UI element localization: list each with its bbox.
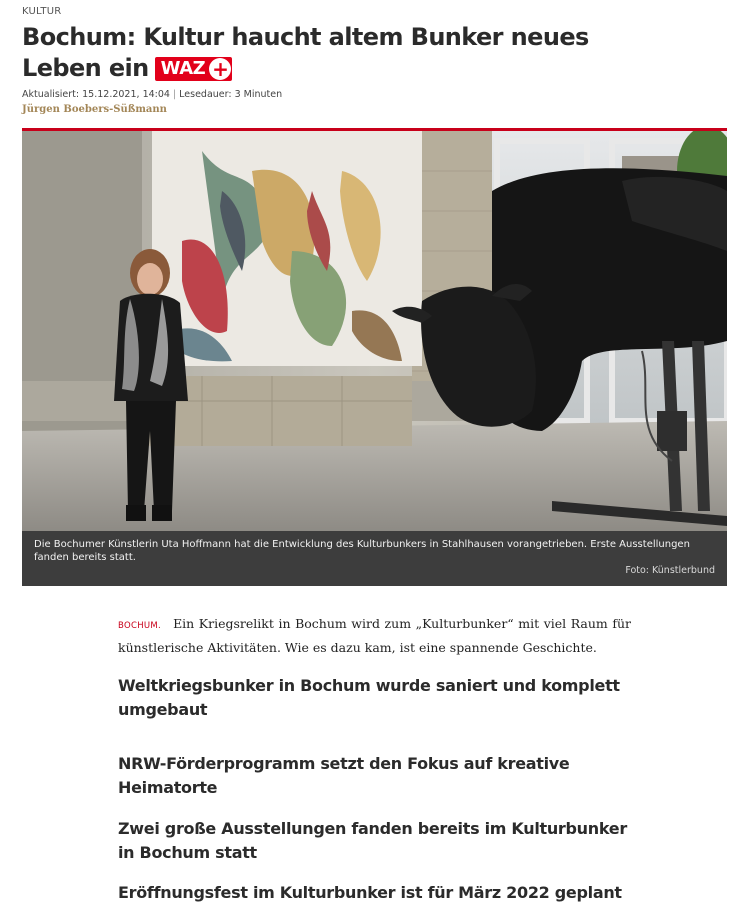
plus-icon: +: [209, 58, 231, 80]
title-line-1: Bochum: Kultur haucht altem Bunker neues: [22, 23, 589, 51]
author-name[interactable]: Jürgen Boebers-Süßmann: [22, 104, 167, 115]
updated-timestamp: Aktualisiert: 15.12.2021, 14:04: [22, 89, 170, 100]
hero-photo: [22, 131, 727, 531]
subhead-1: Weltkriegsbunker in Bochum wurde saniert und komplett umgebaut: [118, 676, 620, 719]
meta-separator: |: [172, 89, 177, 100]
rubric-label[interactable]: KULTUR: [22, 6, 62, 17]
waz-plus-badge: [155, 57, 233, 81]
lead-text: Ein Kriegsrelikt in Bochum wird zum „Kulturbunker“ mit viel Raum für künstlerische Aktivitäten. Wie es dazu kam, ist eine spannende Geschichte.: [118, 616, 631, 655]
dateline: BOCHUM.: [118, 621, 162, 631]
title-line-2-text: Leben ein: [22, 54, 149, 82]
article-title: [22, 22, 622, 84]
subhead-4: Eröffnungsfest im Kulturbunker ist für März 2022 geplant: [118, 883, 622, 902]
reading-time: Lesedauer: 3 Minuten: [179, 89, 283, 100]
subhead-2: NRW-Förderprogramm setzt den Fokus auf kreative Heimatorte: [118, 754, 570, 797]
image-caption: [22, 531, 727, 586]
lead-paragraph: [118, 613, 631, 658]
article-meta: [22, 89, 282, 100]
caption-text: Die Bochumer Künstlerin Uta Hoffmann hat die Entwicklung des Kulturbunkers in Stahlhausen vorangetrieben. Erste Ausstellungen fanden bereits statt.: [34, 539, 690, 563]
photo-credit: Foto: Künstlerbund: [625, 565, 715, 576]
hero-image[interactable]: [22, 128, 727, 586]
subhead-3: Zwei große Ausstellungen fanden bereits im Kulturbunker in Bochum statt: [118, 819, 627, 862]
title-line-2: [22, 53, 622, 84]
waz-logo-text: WAZ: [160, 58, 206, 79]
